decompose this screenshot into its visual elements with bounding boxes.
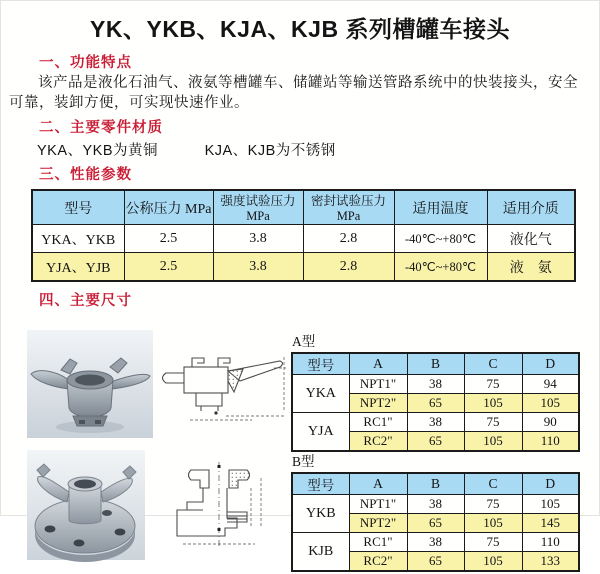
cell-thread: RC1"	[349, 533, 407, 552]
cell-d: 94	[522, 375, 579, 394]
cell-d: 110	[522, 533, 579, 552]
cell-c: 75	[464, 375, 522, 394]
cell-thread: RC2"	[349, 432, 407, 452]
table-row	[292, 495, 579, 514]
cell-model: YJA、YJB	[32, 253, 124, 282]
cell-thread: NPT1"	[349, 375, 407, 394]
dim-table-a-block	[291, 330, 579, 452]
dim-a-header-row	[292, 353, 579, 375]
table-row	[32, 225, 575, 253]
cell-thread: RC1"	[349, 413, 407, 432]
cell-b: 65	[407, 432, 464, 452]
col-header-media: 适用介质	[487, 190, 575, 225]
col-header-model: 型号	[32, 190, 124, 225]
cell-b: 38	[407, 495, 464, 514]
cell-b: 38	[407, 533, 464, 552]
cell-thread: NPT2"	[349, 514, 407, 533]
cell-model: YJA	[292, 413, 349, 452]
col-header-temperature: 适用温度	[394, 190, 487, 225]
cell-model: YKA、YKB	[32, 225, 124, 253]
cell-c: 105	[464, 432, 522, 452]
col-header-c: C	[464, 473, 522, 495]
cell-thread: RC2"	[349, 552, 407, 572]
col-header-model: 型号	[292, 473, 349, 495]
cell-media: 液化气	[487, 225, 575, 253]
section-heading-performance: 三、性能参数	[39, 167, 132, 183]
col-header-c: C	[464, 353, 522, 375]
cell-c: 75	[464, 413, 522, 432]
cell-b: 38	[407, 375, 464, 394]
col-header-model: 型号	[292, 353, 349, 375]
cell-temp: -40℃~+80℃	[394, 253, 487, 282]
cell-strength: 3.8	[213, 225, 303, 253]
coupling-photo-type-b	[27, 450, 145, 560]
cell-thread: NPT2"	[349, 394, 407, 413]
cell-b: 38	[407, 413, 464, 432]
table-row	[292, 533, 579, 552]
col-header-strength-test: 强度试验压力MPa	[213, 190, 303, 225]
technical-drawing-type-b	[163, 460, 275, 552]
cell-d: 105	[522, 495, 579, 514]
cell-nominal: 2.5	[124, 225, 213, 253]
performance-header-row	[32, 190, 575, 225]
materials-brass: YKA、YKB为黄铜	[37, 143, 159, 159]
cell-b: 65	[407, 514, 464, 533]
dim-b-header-row	[292, 473, 579, 495]
table-row	[32, 253, 575, 282]
cell-d: 133	[522, 552, 579, 572]
section-heading-dimensions: 四、主要尺寸	[39, 293, 132, 309]
cell-thread: NPT1"	[349, 495, 407, 514]
section-heading-materials: 二、主要零件材质	[39, 120, 163, 136]
dimension-table-a	[291, 352, 580, 452]
cell-d: 145	[522, 514, 579, 533]
dim-table-b-label: B型	[292, 454, 315, 469]
section-heading-features: 一、功能特点	[39, 55, 132, 71]
cell-d: 90	[522, 413, 579, 432]
cell-b: 65	[407, 394, 464, 413]
cell-seal: 2.8	[303, 253, 394, 282]
cell-media: 液 氨	[487, 253, 575, 282]
cell-strength: 3.8	[213, 253, 303, 282]
cell-c: 75	[464, 533, 522, 552]
features-paragraph: 该产品是液化石油气、液氨等槽罐车、储罐站等输送管路系统中的快装接头，安全可靠，装卸方便，可实现快速作业。	[9, 75, 578, 111]
col-header-seal-test: 密封试验压力MPa	[303, 190, 394, 225]
cell-model: YKA	[292, 375, 349, 413]
performance-table	[31, 189, 576, 282]
cell-nominal: 2.5	[124, 253, 213, 282]
cell-d: 110	[522, 432, 579, 452]
col-header-a: A	[349, 473, 407, 495]
dim-table-a-label: A型	[292, 334, 316, 349]
cell-model: KJB	[292, 533, 349, 572]
cell-c: 75	[464, 495, 522, 514]
dim-table-b-block	[291, 450, 579, 572]
dimensions-section	[1, 312, 599, 574]
col-header-d: D	[522, 473, 579, 495]
cell-seal: 2.8	[303, 225, 394, 253]
cell-c: 105	[464, 552, 522, 572]
col-header-b: B	[407, 473, 464, 495]
table-row	[292, 375, 579, 394]
technical-drawing-type-a	[156, 346, 290, 430]
dimension-table-b	[291, 472, 580, 572]
materials-line	[37, 139, 599, 160]
cell-b: 65	[407, 552, 464, 572]
cell-c: 105	[464, 514, 522, 533]
cell-temp: -40℃~+80℃	[394, 225, 487, 253]
cell-c: 105	[464, 394, 522, 413]
col-header-nominal-pressure: 公称压力 MPa	[124, 190, 213, 225]
coupling-photo-type-a	[27, 330, 153, 438]
table-row	[292, 413, 579, 432]
page-title: YK、YKB、KJA、KJB 系列槽罐车接头	[90, 16, 510, 42]
cell-d: 105	[522, 394, 579, 413]
materials-stainless: KJA、KJB为不锈钢	[204, 143, 336, 159]
col-header-b: B	[407, 353, 464, 375]
col-header-d: D	[522, 353, 579, 375]
cell-model: YKB	[292, 495, 349, 533]
col-header-a: A	[349, 353, 407, 375]
